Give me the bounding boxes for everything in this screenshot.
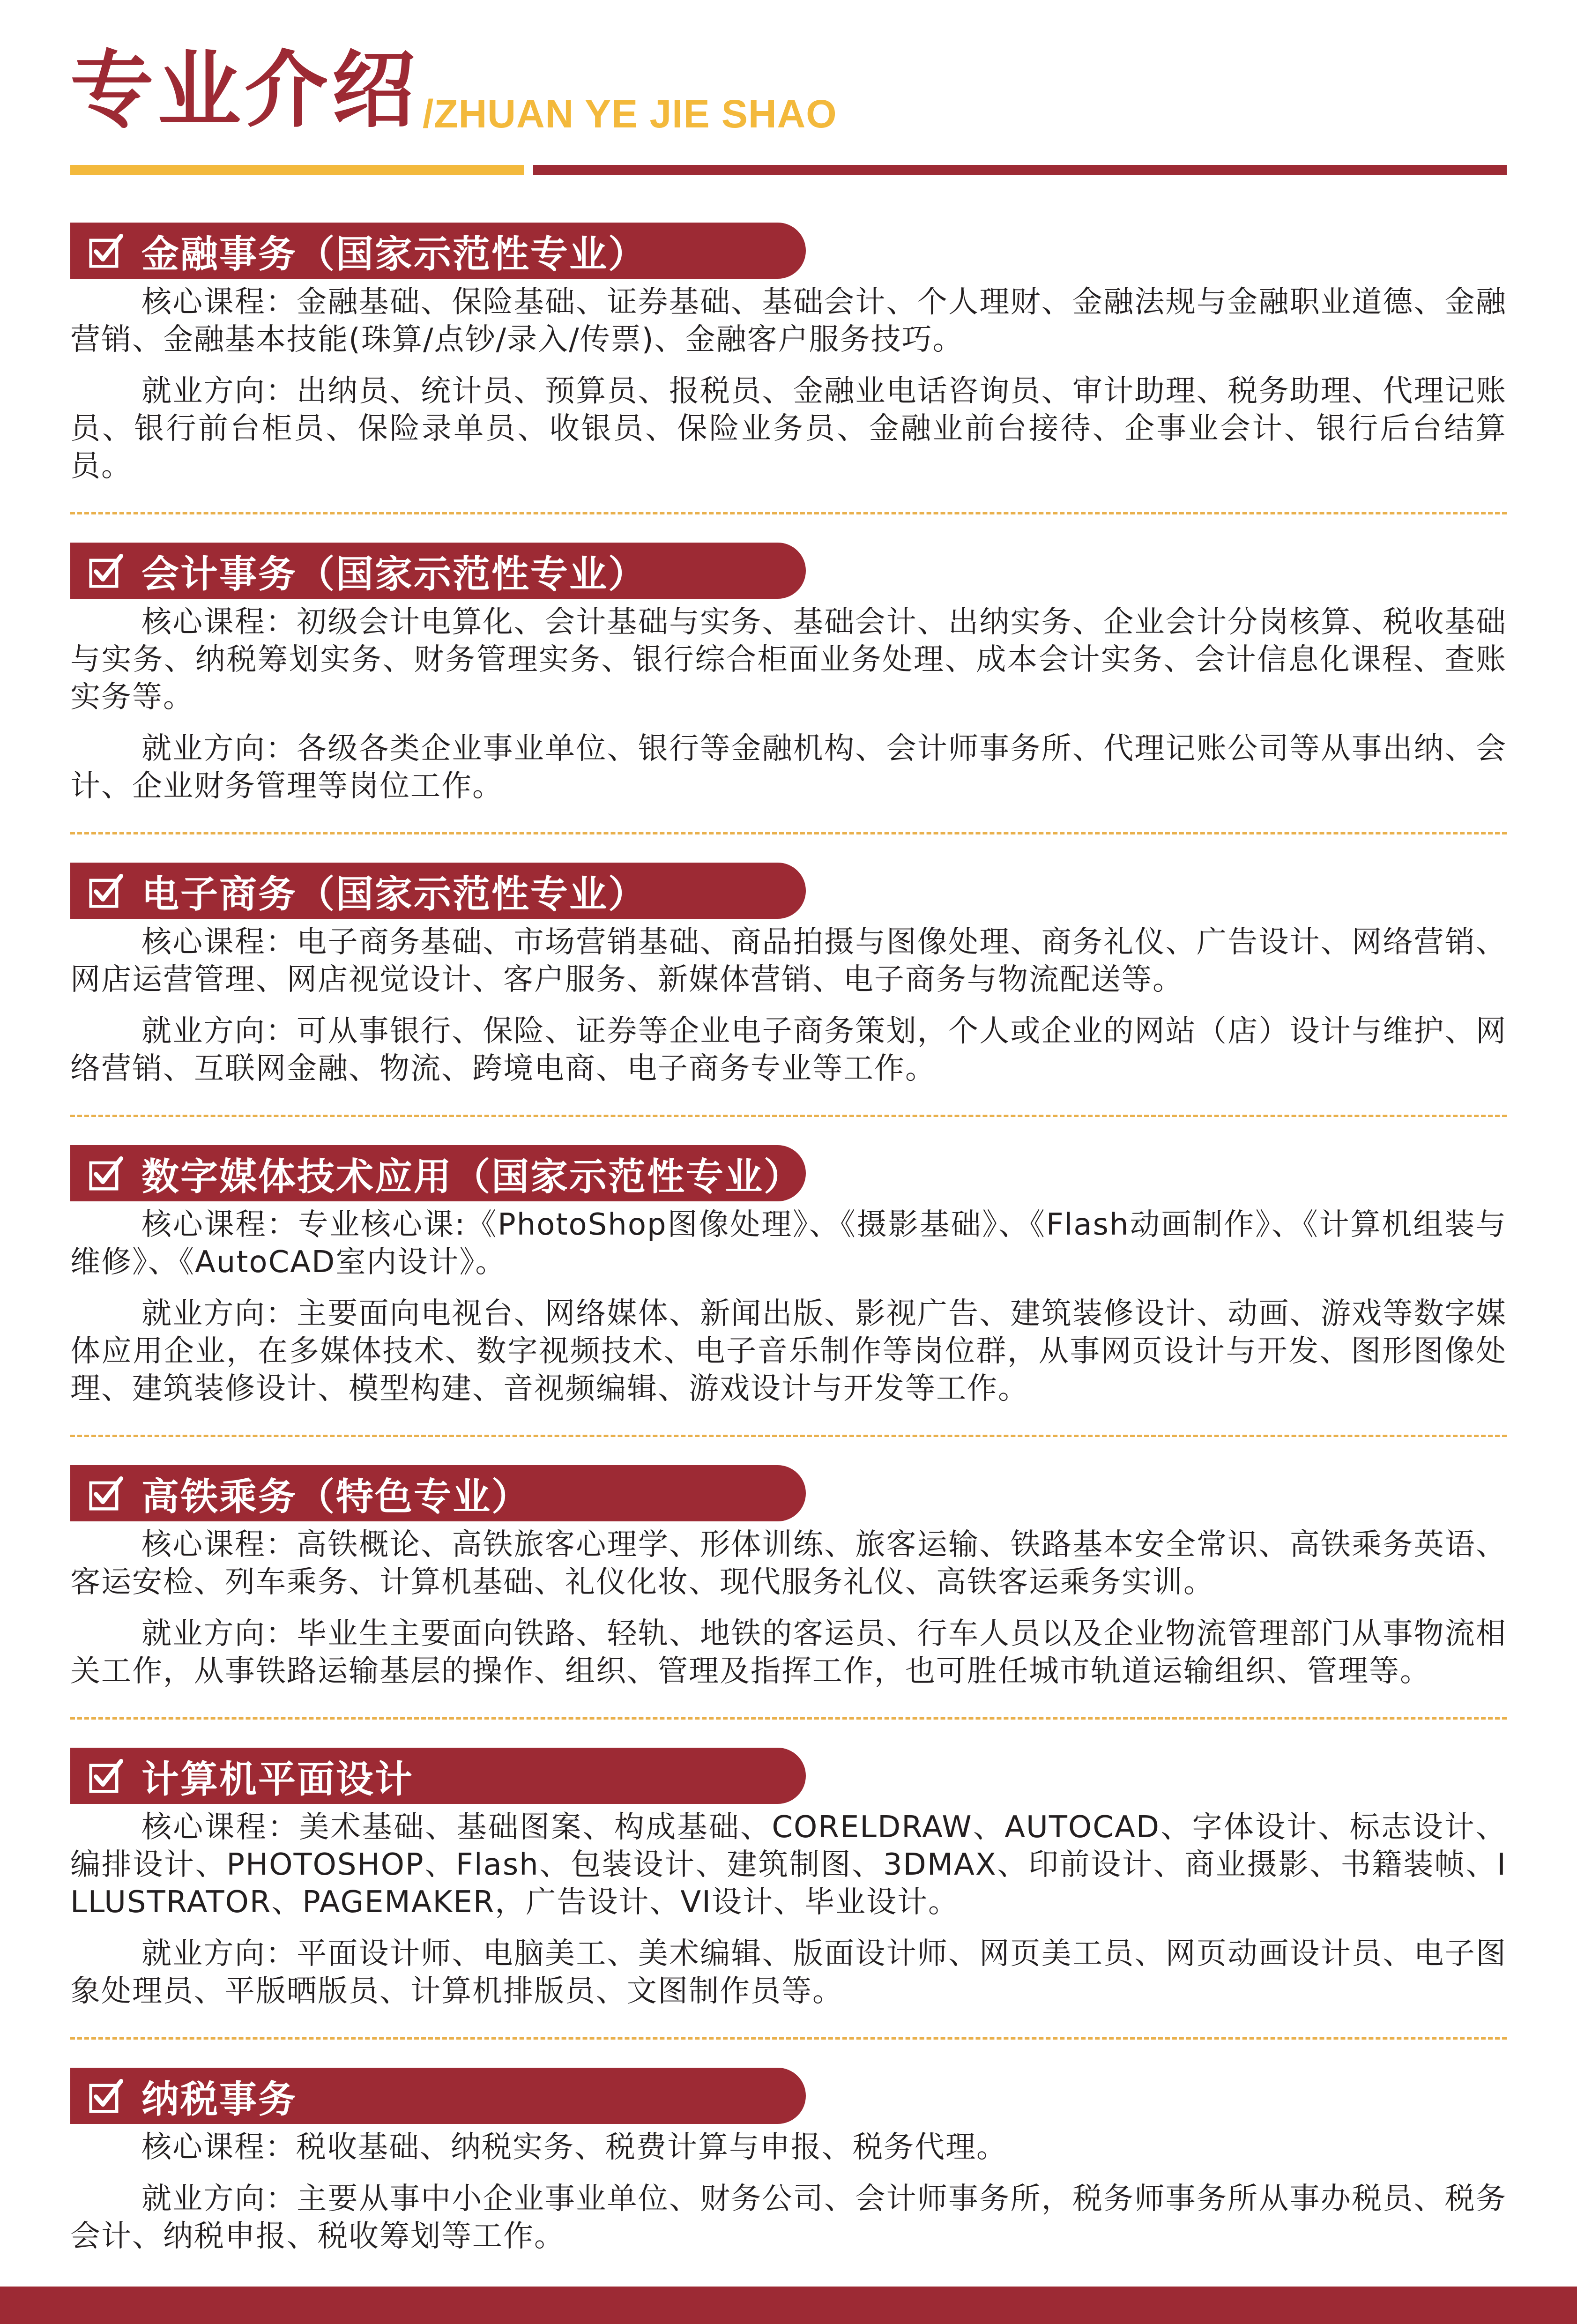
core-courses-text: 核心课程：高铁概论、高铁旅客心理学、形体训练、旅客运输、铁路基本安全常识、高铁乘务英语、客运安检、列车乘务、计算机基础、礼仪化妆、现代服务礼仪、高铁客运乘务实训。 xyxy=(70,1527,1507,1600)
section-title: 金融事务（国家示范性专业） xyxy=(141,232,647,276)
checkbox-check-icon xyxy=(89,1758,124,1793)
page-title: 专业介绍 xyxy=(70,42,419,139)
section-divider xyxy=(70,1115,1507,1117)
section-divider xyxy=(70,512,1507,514)
core-courses-text: 核心课程：专业核心课:《PhotoShop图像处理》、《摄影基础》、《Flash动画制作》、《计算机组装与维修》、《AutoCAD室内设计》。 xyxy=(70,1207,1507,1280)
career-direction-text: 就业方向：出纳员、统计员、预算员、报税员、金融业电话咨询员、审计助理、税务助理、代理记账员、银行前台柜员、保险录单员、收银员、保险业务员、金融业前台接待、企事业会计、银行后台结算员。 xyxy=(70,374,1507,484)
core-courses-text: 核心课程：金融基础、保险基础、证券基础、基础会计、个人理财、金融法规与金融职业道德、金融营销、金融基本技能(珠算/点钞/录入/传票)、金融客户服务技巧。 xyxy=(70,285,1507,357)
major-section-ecommerce xyxy=(70,863,1507,1088)
section-body xyxy=(70,283,1507,485)
page-header xyxy=(70,42,1507,180)
section-title: 高铁乘务（特色专业） xyxy=(141,1475,530,1519)
section-body xyxy=(70,924,1507,1088)
section-divider xyxy=(70,832,1507,834)
section-title: 数字媒体技术应用（国家示范性专业） xyxy=(141,1155,803,1199)
section-title: 纳税事务 xyxy=(141,2077,297,2121)
checkbox-check-icon xyxy=(89,553,124,588)
section-title: 电子商务（国家示范性专业） xyxy=(141,872,647,916)
core-courses-text: 核心课程：税收基础、纳税实务、税费计算与申报、税务代理。 xyxy=(141,2130,1007,2165)
checkbox-check-icon xyxy=(89,873,124,908)
core-courses-text: 核心课程：初级会计电算化、会计基础与实务、基础会计、出纳实务、企业会计分岗核算、税收基础与实务、纳税筹划实务、财务管理实务、银行综合柜面业务处理、成本会计实务、会计信息化课程、查账实务等。 xyxy=(70,605,1507,715)
major-section-accounting xyxy=(70,543,1507,805)
major-section-graphic-design xyxy=(70,1748,1507,2010)
section-title: 会计事务（国家示范性专业） xyxy=(141,552,647,596)
header-rule-red xyxy=(533,165,1507,175)
career-direction-text: 就业方向：各级各类企业事业单位、银行等金融机构、会计师事务所、代理记账公司等从事出纳、会计、企业财务管理等岗位工作。 xyxy=(70,731,1507,804)
section-title: 计算机平面设计 xyxy=(141,1757,414,1801)
section-heading xyxy=(70,223,806,279)
career-direction-text: 就业方向：主要从事中小企业事业单位、财务公司、会计师事务所，税务师事务所从事办税员、税务会计、纳税申报、税收筹划等工作。 xyxy=(70,2182,1507,2254)
section-body xyxy=(70,2129,1507,2255)
section-divider xyxy=(70,1717,1507,1720)
checkbox-check-icon xyxy=(89,2078,124,2113)
section-heading xyxy=(70,863,806,919)
section-body xyxy=(70,603,1507,805)
section-heading xyxy=(70,1145,806,1201)
major-section-digital-media xyxy=(70,1145,1507,1408)
section-heading xyxy=(70,543,806,599)
section-body xyxy=(70,1526,1507,1690)
footer-band xyxy=(0,2287,1577,2324)
career-direction-text: 就业方向：可从事银行、保险、证券等企业电子商务策划，个人或企业的网站（店）设计与维护、网络营销、互联网金融、物流、跨境电商、电子商务专业等工作。 xyxy=(70,1014,1507,1086)
checkbox-check-icon xyxy=(89,1476,124,1511)
major-section-finance xyxy=(70,223,1507,485)
section-divider xyxy=(70,1435,1507,1437)
section-heading xyxy=(70,1465,806,1521)
section-divider xyxy=(70,2037,1507,2040)
checkbox-check-icon xyxy=(89,1156,124,1191)
checkbox-check-icon xyxy=(89,233,124,268)
career-direction-text: 就业方向：毕业生主要面向铁路、轻轨、地铁的客运员、行车人员以及企业物流管理部门从事物流相关工作，从事铁路运输基层的操作、组织、管理及指挥工作，也可胜任城市轨道运输组织、管理等。 xyxy=(70,1616,1507,1689)
career-direction-text: 就业方向：主要面向电视台、网络媒体、新闻出版、影视广告、建筑装修设计、动画、游戏等数字媒体应用企业，在多媒体技术、数字视频技术、电子音乐制作等岗位群，从事网页设计与开发、图形图像处理、建筑装修设计、模型构建、音视频编辑、游戏设计与开发等工作。 xyxy=(70,1296,1507,1406)
core-courses-text: 核心课程：电子商务基础、市场营销基础、商品拍摄与图像处理、商务礼仪、广告设计、网络营销、网店运营管理、网店视觉设计、客户服务、新媒体营销、电子商务与物流配送等。 xyxy=(70,925,1507,997)
major-section-tax-affairs xyxy=(70,2068,1507,2255)
section-body xyxy=(70,1809,1507,2010)
section-heading xyxy=(70,1748,806,1804)
section-body xyxy=(70,1206,1507,1408)
career-direction-text: 就业方向：平面设计师、电脑美工、美术编辑、版面设计师、网页美工员、网页动画设计员、电子图象处理员、平版晒版员、计算机排版员、文图制作员等。 xyxy=(70,1937,1507,2009)
major-section-high-speed-rail xyxy=(70,1465,1507,1690)
major-list xyxy=(70,223,1507,2255)
core-courses-text: 核心课程：美术基础、基础图案、构成基础、CORELDRAW、AUTOCAD、字体设计、标志设计、编排设计、PHOTOSHOP、Flash、包装设计、建筑制图、3DMAX、印前设计、商业摄影、书籍装帧、ILLUSTRATOR、PAGEMAKER，广告设计、VI设计、毕业设计。 xyxy=(70,1810,1507,1920)
page-title-pinyin: /ZHUAN YE JIE SHAO xyxy=(423,92,837,136)
section-heading xyxy=(70,2068,806,2124)
header-rule-gold xyxy=(70,165,524,175)
